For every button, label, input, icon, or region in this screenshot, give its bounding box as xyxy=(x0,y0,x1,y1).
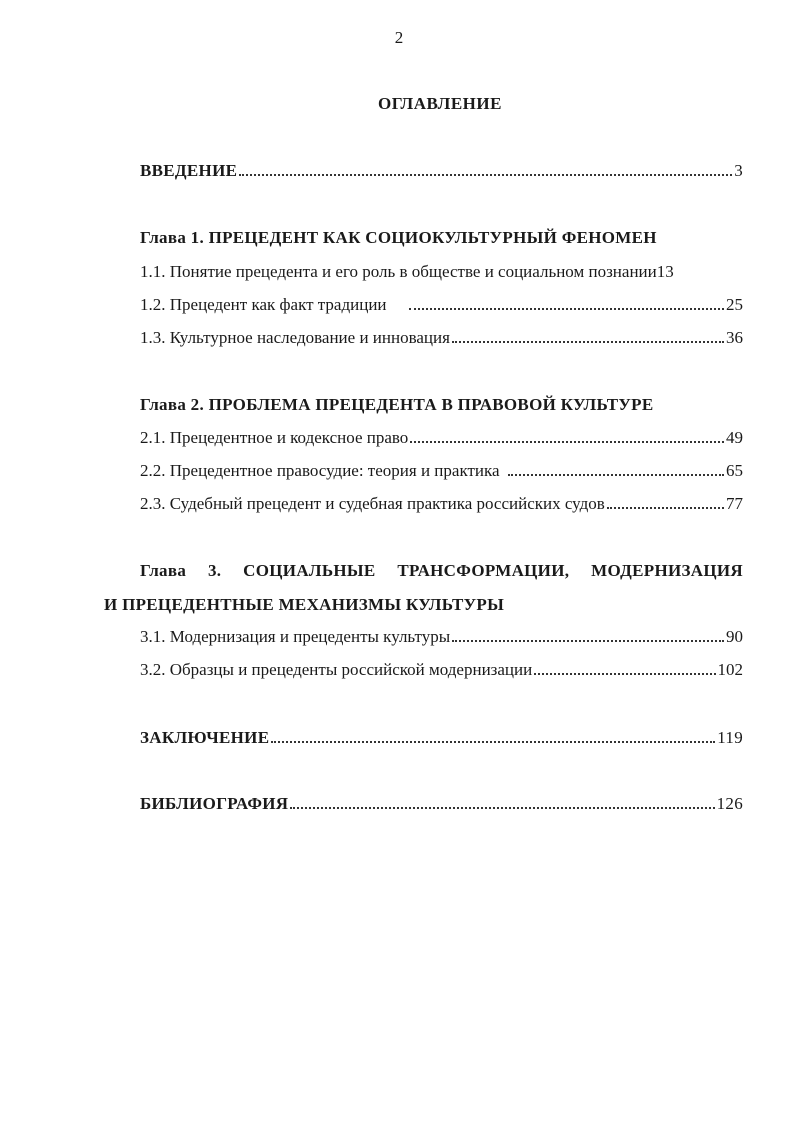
toc-entry-label: 1.2. Прецедент как факт традиции xyxy=(140,295,387,314)
leader-dots xyxy=(410,429,724,443)
toc-entry-page: 77 xyxy=(726,494,743,513)
toc-entry-label: 1.3. Культурное наследование и инновация xyxy=(140,328,450,347)
toc-entry-page: 25 xyxy=(726,295,743,314)
toc-entry-label: ЗАКЛЮЧЕНИЕ xyxy=(140,728,270,747)
toc-entry-page: 13 xyxy=(656,262,674,281)
toc-entry-label: 2.2. Прецедентное правосудие: теория и практика xyxy=(140,461,500,480)
toc-entry-label: 3.2. Образцы и прецеденты российской модернизации xyxy=(140,660,533,679)
toc-entry-1-3[interactable] xyxy=(140,327,743,349)
toc-entry-intro[interactable] xyxy=(140,160,743,182)
leader-dots xyxy=(409,296,724,310)
chapter-3-heading-line1[interactable]: Глава 3. СОЦИАЛЬНЫЕ ТРАНСФОРМАЦИИ, МОДЕРНИЗАЦИЯ xyxy=(140,561,743,580)
toc-entry-3-1[interactable] xyxy=(140,626,743,648)
leader-dots xyxy=(607,495,724,509)
toc-entry-2-2[interactable] xyxy=(140,460,743,482)
toc-entry-bibliography[interactable] xyxy=(140,793,743,815)
toc-entry-page: 126 xyxy=(716,794,743,813)
toc-entry-label: 2.1. Прецедентное и кодексное право xyxy=(140,428,409,447)
toc-entry-conclusion[interactable] xyxy=(140,727,743,749)
toc-entry-page: 119 xyxy=(717,728,743,747)
toc-entry-1-1[interactable] xyxy=(140,261,738,283)
toc-entry-3-2[interactable] xyxy=(140,659,743,681)
toc-entry-page: 90 xyxy=(726,627,743,646)
leader-dots xyxy=(290,795,714,809)
toc-entry-label: БИБЛИОГРАФИЯ xyxy=(140,794,289,813)
page-number: 2 xyxy=(394,28,404,47)
toc-entry-1-2[interactable] xyxy=(140,294,743,316)
toc-entry-page: 102 xyxy=(717,660,743,679)
leader-dots xyxy=(452,329,724,343)
chapter-2-heading[interactable]: Глава 2. ПРОБЛЕМА ПРЕЦЕДЕНТА В ПРАВОВОЙ КУЛЬТУРЕ xyxy=(140,395,654,414)
leader-dots xyxy=(508,462,724,476)
toc-entry-2-3[interactable] xyxy=(140,493,743,515)
toc-entry-page: 49 xyxy=(726,428,743,447)
chapter-1-heading[interactable]: Глава 1. ПРЕЦЕДЕНТ КАК СОЦИОКУЛЬТУРНЫЙ ФЕНОМЕН xyxy=(140,228,657,247)
toc-entry-label: 2.3. Судебный прецедент и судебная практика российских судов xyxy=(140,494,605,513)
chapter-3-heading-line2[interactable]: И ПРЕЦЕДЕНТНЫЕ МЕХАНИЗМЫ КУЛЬТУРЫ xyxy=(104,595,505,614)
toc-entry-label: 1.1. Понятие прецедента и его роль в обществе и социальном познании xyxy=(140,262,657,281)
toc-entry-2-1[interactable] xyxy=(140,427,743,449)
leader-dots xyxy=(534,661,715,675)
toc-entry-label: ВВЕДЕНИЕ xyxy=(140,161,238,180)
toc-entry-page: 3 xyxy=(734,161,743,180)
toc-entry-label: 3.1. Модернизация и прецеденты культуры xyxy=(140,627,451,646)
leader-dots xyxy=(271,729,715,743)
toc-title: ОГЛАВЛЕНИЕ xyxy=(378,94,502,113)
toc-entry-page: 36 xyxy=(726,328,743,347)
leader-dots xyxy=(239,162,732,176)
leader-dots xyxy=(452,628,724,642)
toc-entry-page: 65 xyxy=(726,461,743,480)
